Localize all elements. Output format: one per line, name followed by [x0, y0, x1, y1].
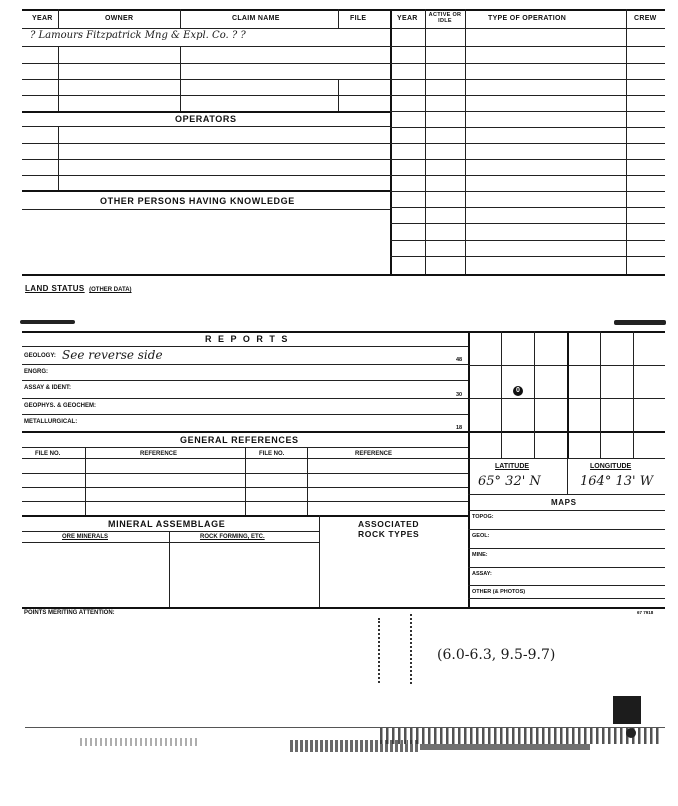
- report-geology-value: See reverse side: [62, 348, 163, 362]
- maps-other: OTHER (& PHOTOS): [472, 589, 526, 595]
- ref-header-file-no-2: FILE NO.: [259, 451, 285, 457]
- report-num-18: 18: [456, 425, 463, 431]
- other-persons-label: OTHER PERSONS HAVING KNOWLEDGE: [100, 196, 295, 206]
- header-active-idle: ACTIVE OR IDLE: [428, 12, 462, 24]
- report-engrg-label: ENGRG:: [24, 369, 48, 375]
- report-geology-label: GEOLOGY:: [24, 353, 56, 359]
- report-metallurgical-label: METALLURGICAL:: [24, 419, 78, 425]
- rock-forming-label: ROCK FORMING, ETC.: [200, 534, 265, 540]
- longitude-label: LONGITUDE: [590, 463, 632, 470]
- assoc-rock-types-1: ASSOCIATED: [358, 519, 420, 529]
- registration-square: [613, 696, 641, 724]
- report-num-48: 48: [456, 357, 463, 363]
- header-type-of-operation: TYPE OF OPERATION: [488, 15, 567, 22]
- maps-title: MAPS: [551, 498, 577, 507]
- header-owner: OWNER: [105, 15, 134, 22]
- form-number: 67 7918: [637, 610, 654, 615]
- mineral-title: MINERAL ASSEMBLAGE: [108, 519, 226, 529]
- header-file: FILE: [350, 15, 367, 22]
- assoc-rock-types-2: ROCK TYPES: [358, 529, 420, 539]
- header-year-2: YEAR: [397, 15, 418, 22]
- ref-header-reference-1: REFERENCE: [140, 451, 178, 457]
- dot-marks-left: [378, 618, 382, 683]
- reports-title: R E P O R T S: [205, 334, 290, 344]
- report-geophys-label: GEOPHYS. & GEOCHEM:: [24, 403, 97, 409]
- report-num-30: 30: [456, 392, 463, 398]
- land-status-label: LAND STATUS: [25, 284, 85, 293]
- land-status: [25, 278, 132, 296]
- latitude-label: LATITUDE: [495, 463, 530, 470]
- report-assay-label: ASSAY & IDENT:: [24, 385, 72, 391]
- points-label: POINTS MERITING ATTENTION:: [24, 610, 115, 616]
- ref-header-file-no-1: FILE NO.: [35, 451, 61, 457]
- location-marker: 0: [513, 386, 523, 396]
- maps-mine: MINE:: [472, 552, 488, 558]
- land-status-sub: (OTHER DATA): [89, 287, 132, 293]
- header-crew: CREW: [634, 15, 657, 22]
- dot-marks-right: [410, 614, 414, 684]
- maps-geol: GEOL:: [472, 533, 490, 539]
- ore-minerals-label: ORE MINERALS: [62, 534, 109, 540]
- owner-entry: ? Lamours Fitzpatrick Mng & Expl. Co. ? ?: [30, 30, 246, 41]
- maps-assay: ASSAY:: [472, 571, 492, 577]
- handwritten-note: (6.0-6.3, 9.5-9.7): [437, 647, 556, 663]
- header-claim-name: CLAIM NAME: [232, 15, 280, 22]
- header-year: YEAR: [32, 15, 53, 22]
- operators-label: OPERATORS: [175, 114, 237, 124]
- ref-header-reference-2: REFERENCE: [355, 451, 393, 457]
- longitude-value: 164° 13' W: [580, 474, 654, 489]
- general-references-title: GENERAL REFERENCES: [180, 435, 299, 445]
- latitude-value: 65° 32' N: [478, 474, 541, 489]
- maps-topog: TOPOG:: [472, 514, 494, 520]
